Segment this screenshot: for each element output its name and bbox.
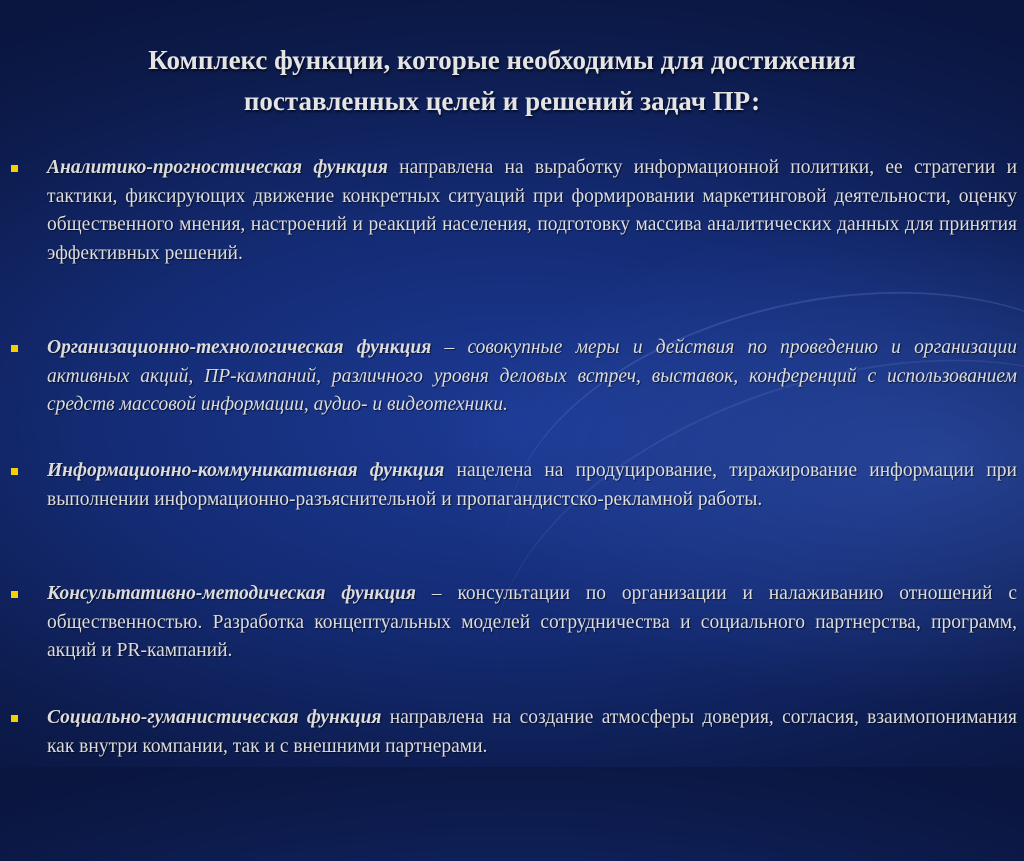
item-description: направлена на выработку информационной политики, ее стратегии и тактики, фиксирующих движение конкретных ситуаций при формировании маркетинговой деятельности, оценку общественного мнения, настроений и реакций населения, подготовку массива аналитических данных для принятия эффективных решений. — [47, 157, 1018, 264]
item-description: – консультации по организации и налаживанию отношений с общественностью. Разработка концептуальных моделей сотрудничества и социального партнерства, программ, акций и PR-кампаний. — [47, 583, 1017, 661]
list-item-social — [47, 704, 1017, 761]
list-item-communicative — [47, 457, 1017, 514]
item-description: – совокупные меры и действия по проведению и организации активных акций, ПР-кампаний, различного уровня деловых встреч, выставок, конференций с использованием средств массовой информации, аудио- и видеотехники. — [47, 337, 1017, 415]
bullet-square-icon — [11, 468, 18, 475]
slide-title-line-1: Комплекс функции, которые необходимы для достижения — [148, 45, 856, 75]
item-description: нацелена на продуцирование, тиражирование информации при выполнении информационно-разъяснительной и пропагандистско-рекламной работы. — [47, 460, 1017, 510]
item-term: Информационно-коммуникативная функция — [47, 460, 445, 481]
list-item-consultative — [47, 580, 1017, 666]
list-item-analytical — [47, 154, 1017, 268]
list-item-organizational — [47, 334, 1017, 420]
bullet-square-icon — [11, 715, 18, 722]
item-term: Организационно-технологическая функция — [47, 337, 432, 358]
slide-title-line-2: поставленных целей и решений задач ПР: — [243, 86, 761, 116]
item-term: Социально-гуманистическая функция — [47, 707, 382, 728]
bullet-square-icon — [11, 345, 18, 352]
item-term: Аналитико-прогностическая функция — [47, 157, 388, 178]
item-description: направлена на создание атмосферы доверия, согласия, взаимопонимания как внутри компании, так и с внешними партнерами. — [47, 707, 1017, 757]
item-term: Консультативно-методическая функция — [47, 583, 416, 604]
bullet-square-icon — [11, 165, 18, 172]
bullet-square-icon — [11, 591, 18, 598]
